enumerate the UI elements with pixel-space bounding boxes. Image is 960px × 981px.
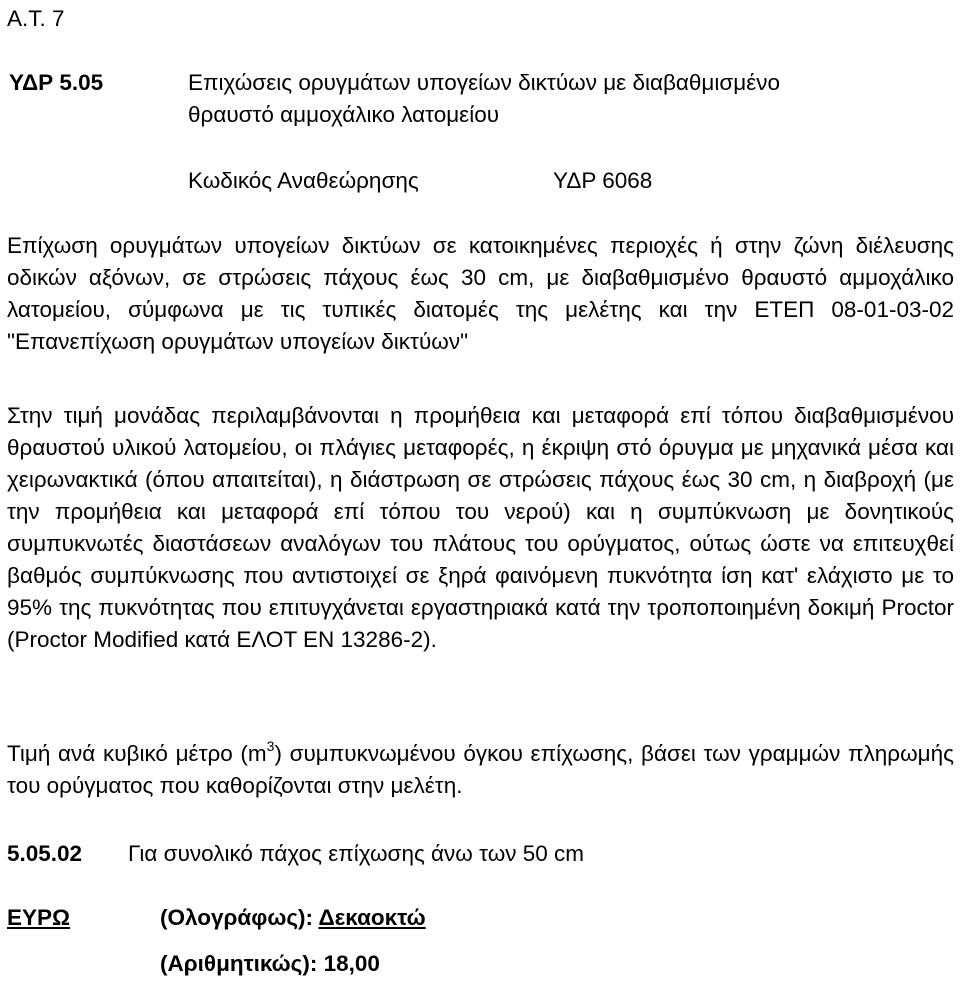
subitem-description: Για συνολικό πάχος επίχωσης άνω των 50 cm [128,841,585,866]
price-in-numbers [160,948,380,980]
revision-code: ΥΔΡ 6068 [553,168,653,193]
unit-superscript: 3 [266,737,275,754]
article-title-line1: Επιχώσεις ορυγμάτων υπογείων δικτύων με διαβαθμισμένο [188,70,781,95]
price-numeric-value: 18,00 [323,951,380,976]
revision-label: Κωδικός Αναθεώρησης [188,168,419,193]
price-words-value: Δεκαοκτώ [318,905,426,930]
description-paragraph: Επίχωση ορυγμάτων υπογείων δικτύων σε κατοικημένες περιοχές ή στην ζώνη διέλευσης οδικών αξόνων, σε στρώσεις πάχους έως 30 cm, με διαβαθμισμένο θραυστό αμμοχάλικο λατομείου, σύμφωνα με τις τυπικές διατομές της μελέτης και την ΕΤΕΠ 08-01-03-02 "Επανεπίχωση ορυγμάτων υπογείων δικτύων" [7,233,954,354]
article-title-line2: θραυστό αμμοχάλικο λατομείου [188,102,500,127]
item-code: Α.Τ. 7 [7,6,65,31]
subitem-code: 5.05.02 [7,841,83,866]
price-basis-paragraph [7,738,954,802]
price-in-words [160,902,426,934]
price-numeric-label: (Αριθμητικώς): [160,951,318,976]
price-basis-text-start: Τιμή ανά κυβικό μέτρο (m [7,741,267,766]
inclusions-paragraph: Στην τιμή μονάδας περιλαμβάνονται η προμήθεια και μεταφορά επί τόπου διαβαθμισμένου θραυστού υλικού λατομείου, οι πλάγιες μεταφορές, η έκριψη στό όρυγμα με μηχανικά μέσα και χειρωνακτικά (όπου απαιτείται), η διάστρωση σε στρώσεις πάχους έως 30 cm, η διαβροχή (με την προμήθεια και μεταφορά επί τόπου του νερού) και η συμπύκνωση με δονητικούς συμπυκνωτές διαστάσεων αναλόγων του πλάτους του ορύγματος, ούτως ώστε να επιτευχθεί βαθμός συμπύκνωσης που αντιστοιχεί σε ξηρά φαινόμενη πυκνότητα ίση κατ' ελάχιστο με το 95% της πυκνότητας που επιτυγχάνεται εργαστηριακά κατά την τροποποιημένη δοκιμή Proctor (Proctor Modified κατά ΕΛΟΤ ΕΝ 13286-2). [7,403,954,652]
price-basis-text-end: ) συμπυκνωμένου όγκου επίχωσης, βάσει των γραμμών πληρωμής του ορύγματος που καθορίζονται στην μελέτη. [7,741,954,798]
currency-label: ΕΥΡΩ [7,905,71,930]
price-words-label: (Ολογράφως): [160,905,314,930]
article-code: ΥΔΡ 5.05 [9,70,104,95]
